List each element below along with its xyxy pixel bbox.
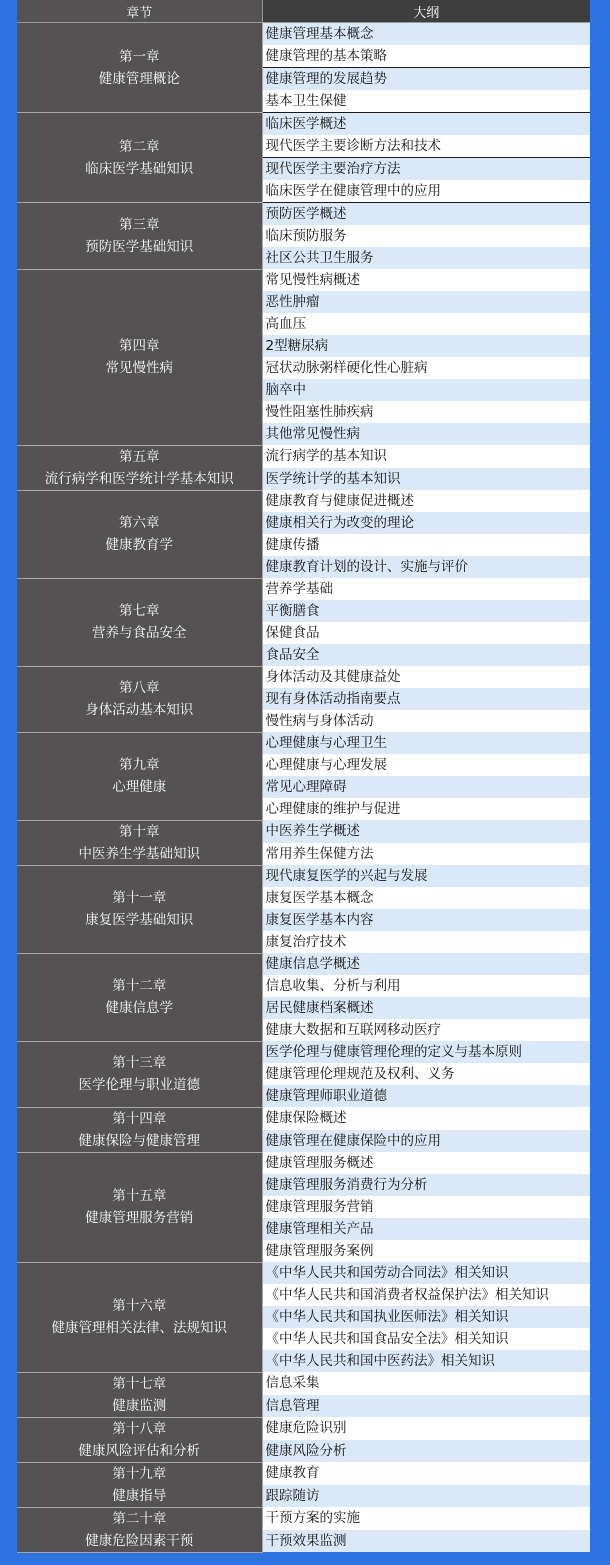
- outline-item: 常见心理障碍: [262, 776, 590, 798]
- outline-item: 信息采集: [262, 1372, 590, 1395]
- outline-item: 慢性阻塞性肺疾病: [262, 401, 590, 423]
- outline-item: 2型糖尿病: [262, 335, 590, 357]
- chapter-number: 第十七章: [112, 1375, 167, 1392]
- outline-item: 冠状动脉粥样硬化性心脏病: [262, 357, 590, 379]
- chapter-title: 健康管理概论: [98, 70, 180, 87]
- outline-item: 《中华人民共和国执业医师法》相关知识: [262, 1306, 590, 1328]
- chapter-title: 流行病学和医学统计学基本知识: [44, 470, 234, 487]
- chapter-cell: [17, 820, 262, 865]
- chapter-cell: [17, 203, 262, 270]
- outline-item: 临床医学概述: [262, 113, 590, 136]
- chapter-title: 健康监测: [112, 1397, 167, 1414]
- chapter-number: 第五章: [119, 448, 160, 465]
- table-row: [17, 490, 590, 512]
- outline-item: 健康管理的基本策略: [262, 45, 590, 68]
- outline-item: 健康管理服务消费行为分析: [262, 1174, 590, 1196]
- chapter-cell: [17, 578, 262, 666]
- chapter-cell: [17, 1372, 262, 1417]
- outline-item: 健康信息学概述: [262, 953, 590, 975]
- table-row: [17, 1107, 590, 1130]
- outline-item: 心理健康与心理发展: [262, 754, 590, 776]
- chapter-title: 健康管理服务营销: [85, 1210, 194, 1226]
- outline-item: 健康管理基本概念: [262, 23, 590, 46]
- outline-item: 健康管理的发展趋势: [262, 68, 590, 91]
- chapter-title: 心理健康: [112, 779, 167, 795]
- outline-item: 健康风险分析: [262, 1440, 590, 1463]
- chapter-title: 健康信息学: [105, 1000, 173, 1016]
- chapter-title: 健康风险评估和分析: [78, 1442, 200, 1459]
- chapter-number: 第十六章: [112, 1298, 167, 1314]
- outline-item: 康复治疗技术: [262, 931, 590, 953]
- outline-item: 脑卒中: [262, 379, 590, 401]
- chapter-number: 第九章: [119, 757, 160, 773]
- chapter-number: 第二章: [119, 138, 160, 155]
- chapter-number: 第十二章: [112, 978, 167, 994]
- outline-item: 健康教育与健康促进概述: [262, 490, 590, 512]
- outline-item: 常见慢性病概述: [262, 269, 590, 291]
- chapter-cell: [17, 445, 262, 490]
- chapter-number: 第十一章: [112, 890, 167, 906]
- outline-item: 康复医学基本概念: [262, 887, 590, 909]
- chapter-title: 健康教育学: [105, 537, 173, 553]
- outline-item: 信息管理: [262, 1395, 590, 1418]
- outline-item: 居民健康档案概述: [262, 997, 590, 1019]
- header-outline: 大纲: [262, 0, 590, 23]
- table-row: [17, 1041, 590, 1063]
- chapter-cell: [17, 113, 262, 203]
- outline-item: 健康管理伦理规范及权利、义务: [262, 1063, 590, 1085]
- chapter-title: 健康管理相关法律、法规知识: [51, 1320, 227, 1336]
- outline-item: 食品安全: [262, 644, 590, 666]
- table-row: [17, 1462, 590, 1485]
- chapter-title: 中医养生学基础知识: [78, 845, 200, 862]
- outline-item: 基本卫生保健: [262, 90, 590, 113]
- outline-item: 保健食品: [262, 622, 590, 644]
- outline-item: 平衡膳食: [262, 600, 590, 622]
- outline-item: 信息收集、分析与利用: [262, 975, 590, 997]
- chapter-title: 康复医学基础知识: [85, 912, 194, 928]
- outline-item: 恶性肿瘤: [262, 291, 590, 313]
- outline-item: 心理健康与心理卫生: [262, 732, 590, 754]
- outline-item: 营养学基础: [262, 578, 590, 600]
- outline-item: 医学伦理与健康管理伦理的定义与基本原则: [262, 1041, 590, 1063]
- chapter-title: 健康指导: [112, 1487, 167, 1504]
- chapter-title: 健康保险与健康管理: [78, 1132, 200, 1149]
- chapter-cell: [17, 1462, 262, 1507]
- outline-item: 跟踪随访: [262, 1485, 590, 1508]
- chapter-title: 医学伦理与职业道德: [78, 1077, 200, 1093]
- outline-item: 干预方案的实施: [262, 1507, 590, 1530]
- table-row: [17, 820, 590, 843]
- outline-item: 健康管理服务概述: [262, 1152, 590, 1174]
- chapter-number: 第四章: [119, 338, 160, 354]
- chapter-cell: [17, 1507, 262, 1552]
- chapter-title: 健康危险因素干预: [85, 1532, 194, 1549]
- outline-item: 健康相关行为改变的理论: [262, 512, 590, 534]
- chapter-number: 第十八章: [112, 1420, 167, 1437]
- syllabus-table: [17, 0, 590, 1553]
- table-row: [17, 578, 590, 600]
- outline-item: 健康保险概述: [262, 1107, 590, 1130]
- table-row: [17, 1152, 590, 1174]
- outline-item: 身体活动及其健康益处: [262, 666, 590, 688]
- outline-item: 健康管理相关产品: [262, 1218, 590, 1240]
- outline-item: 现代医学主要诊断方法和技术: [262, 135, 590, 158]
- chapter-number: 第八章: [119, 680, 160, 696]
- outline-item: 现有身体活动指南要点: [262, 688, 590, 710]
- outline-item: 康复医学基本内容: [262, 909, 590, 931]
- chapter-cell: [17, 1417, 262, 1462]
- outline-item: 《中华人民共和国劳动合同法》相关知识: [262, 1262, 590, 1284]
- chapter-number: 第十章: [119, 823, 160, 840]
- chapter-cell: [17, 23, 262, 113]
- chapter-cell: [17, 1152, 262, 1262]
- outline-item: 心理健康的维护与促进: [262, 798, 590, 820]
- chapter-cell: [17, 732, 262, 820]
- header-chapter: 章节: [17, 0, 262, 23]
- outline-item: 《中华人民共和国消费者权益保护法》相关知识: [262, 1284, 590, 1306]
- outline-item: 健康管理服务案例: [262, 1240, 590, 1262]
- outline-item: 《中华人民共和国食品安全法》相关知识: [262, 1328, 590, 1350]
- outline-item: 其他常见慢性病: [262, 423, 590, 445]
- outline-item: 常用养生保健方法: [262, 843, 590, 866]
- outline-item: 慢性病与身体活动: [262, 710, 590, 732]
- table-row: [17, 23, 590, 46]
- outline-item: 医学统计学的基本知识: [262, 468, 590, 491]
- outline-item: 高血压: [262, 313, 590, 335]
- chapter-number: 第十三章: [112, 1055, 167, 1071]
- outline-item: 《中华人民共和国中医药法》相关知识: [262, 1350, 590, 1372]
- outline-item: 干预效果监测: [262, 1530, 590, 1553]
- table-row: [17, 1507, 590, 1530]
- table-row: [17, 445, 590, 468]
- chapter-number: 第二十章: [112, 1510, 167, 1527]
- chapter-cell: [17, 865, 262, 953]
- table-row: [17, 203, 590, 226]
- outline-item: 社区公共卫生服务: [262, 247, 590, 269]
- table-row: [17, 269, 590, 291]
- table-row: [17, 953, 590, 975]
- table-row: [17, 113, 590, 136]
- outline-item: 健康教育计划的设计、实施与评价: [262, 556, 590, 578]
- chapter-title: 身体活动基本知识: [85, 702, 194, 718]
- outline-item: 健康管理在健康保险中的应用: [262, 1130, 590, 1153]
- chapter-title: 常见慢性病: [105, 360, 173, 376]
- table-row: [17, 1262, 590, 1284]
- chapter-number: 第六章: [119, 515, 160, 531]
- chapter-cell: [17, 1262, 262, 1372]
- outline-item: 现代医学主要治疗方法: [262, 158, 590, 181]
- outline-item: 临床预防服务: [262, 225, 590, 247]
- chapter-title: 营养与食品安全: [92, 625, 187, 641]
- chapter-number: 第十四章: [112, 1110, 167, 1127]
- table-row: [17, 1417, 590, 1440]
- outline-item: 健康大数据和互联网移动医疗: [262, 1019, 590, 1041]
- chapter-number: 第三章: [119, 216, 160, 233]
- table-row: [17, 865, 590, 887]
- header-row: [17, 0, 590, 23]
- chapter-cell: [17, 269, 262, 445]
- chapter-title: 预防医学基础知识: [85, 238, 194, 255]
- chapter-cell: [17, 953, 262, 1041]
- chapter-number: 第十九章: [112, 1465, 167, 1482]
- chapter-cell: [17, 666, 262, 732]
- chapter-cell: [17, 490, 262, 578]
- syllabus-table-frame: [17, 0, 590, 1549]
- outline-item: 现代康复医学的兴起与发展: [262, 865, 590, 887]
- chapter-title: 临床医学基础知识: [85, 160, 194, 177]
- outline-item: 健康教育: [262, 1462, 590, 1485]
- outline-item: 预防医学概述: [262, 203, 590, 226]
- chapter-number: 第一章: [119, 48, 160, 65]
- outline-item: 健康管理服务营销: [262, 1196, 590, 1218]
- chapter-cell: [17, 1107, 262, 1152]
- outline-item: 健康危险识别: [262, 1417, 590, 1440]
- chapter-number: 第十五章: [112, 1188, 167, 1204]
- outline-item: 临床医学在健康管理中的应用: [262, 180, 590, 203]
- outline-item: 流行病学的基本知识: [262, 445, 590, 468]
- chapter-number: 第七章: [119, 603, 160, 619]
- outline-item: 健康传播: [262, 534, 590, 556]
- outline-item: 中医养生学概述: [262, 820, 590, 843]
- chapter-cell: [17, 1041, 262, 1107]
- outline-item: 健康管理师职业道德: [262, 1085, 590, 1107]
- table-row: [17, 732, 590, 754]
- table-row: [17, 1372, 590, 1395]
- table-row: [17, 666, 590, 688]
